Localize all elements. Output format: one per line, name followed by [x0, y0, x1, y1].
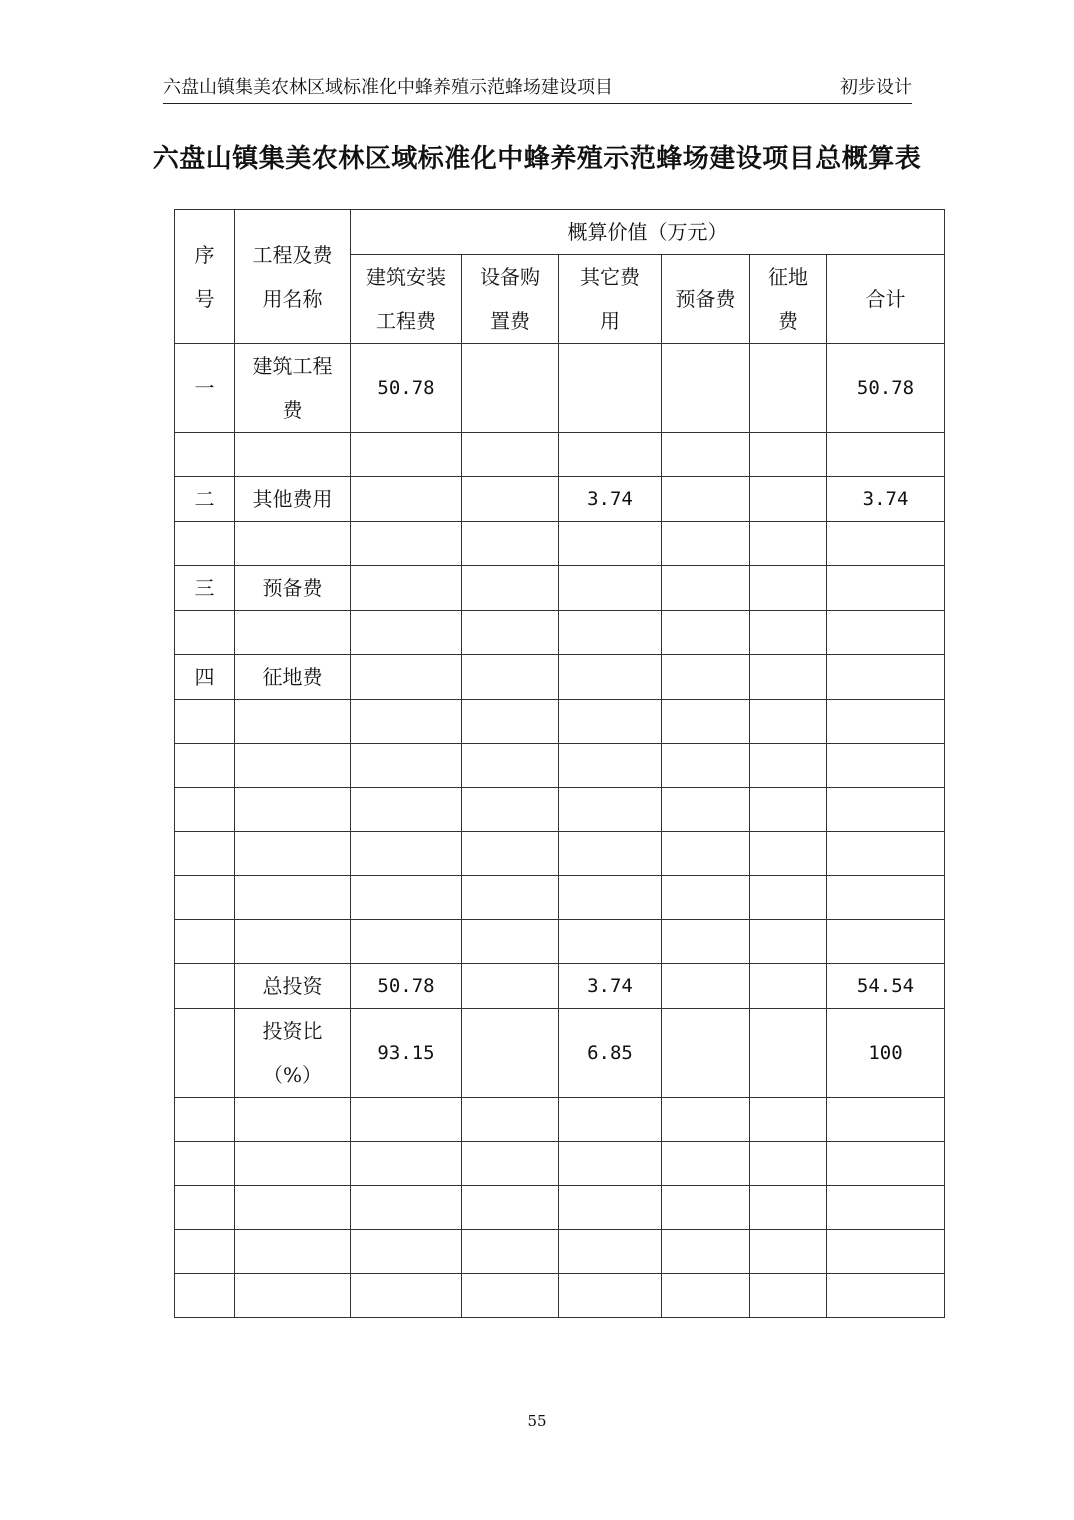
page-number: 55	[527, 1412, 547, 1430]
cell-no: 三	[175, 566, 235, 611]
cell-land	[750, 964, 827, 1009]
table-row-empty	[175, 788, 945, 832]
cell-construction	[351, 477, 462, 522]
table-row-total-investment	[175, 964, 945, 1009]
cell-no: 二	[175, 477, 235, 522]
cell-construction: 50.78	[351, 964, 462, 1009]
cell-other	[559, 566, 662, 611]
cell-name: 预备费	[235, 566, 351, 611]
cell-reserve	[662, 655, 750, 700]
table-row-empty	[175, 611, 945, 655]
budget-table	[174, 209, 945, 1318]
cell-total: 50.78	[827, 344, 945, 433]
cell-total	[827, 566, 945, 611]
table-row-empty	[175, 920, 945, 964]
table-row-empty	[175, 1098, 945, 1142]
cell-reserve	[662, 344, 750, 433]
header-project-title: 六盘山镇集美农林区域标准化中蜂养殖示范蜂场建设项目	[163, 77, 613, 98]
header-section: 初步设计	[840, 77, 912, 98]
cell-land	[750, 655, 827, 700]
cell-reserve	[662, 1009, 750, 1098]
cell-equipment	[462, 964, 559, 1009]
header-name: 工程及费 用名称	[235, 210, 351, 344]
table-row	[175, 655, 945, 700]
cell-equipment	[462, 566, 559, 611]
cell-land	[750, 566, 827, 611]
running-header	[163, 77, 912, 104]
cell-total: 3.74	[827, 477, 945, 522]
cell-other	[559, 344, 662, 433]
cell-name: 征地费	[235, 655, 351, 700]
table-row-empty	[175, 700, 945, 744]
cell-reserve	[662, 477, 750, 522]
table-row-empty	[175, 433, 945, 477]
table-row-empty	[175, 744, 945, 788]
cell-equipment	[462, 344, 559, 433]
cell-construction: 93.15	[351, 1009, 462, 1098]
header-land: 征地 费	[750, 255, 827, 344]
cell-construction	[351, 566, 462, 611]
table-row-empty	[175, 876, 945, 920]
table-row-empty	[175, 1186, 945, 1230]
cell-construction: 50.78	[351, 344, 462, 433]
table-row-empty	[175, 1142, 945, 1186]
cell-equipment	[462, 1009, 559, 1098]
header-no: 序 号	[175, 210, 235, 344]
cell-total	[827, 655, 945, 700]
cell-construction	[351, 655, 462, 700]
table-row-empty	[175, 1230, 945, 1274]
cell-reserve	[662, 964, 750, 1009]
header-reserve: 预备费	[662, 255, 750, 344]
cell-name: 建筑工程 费	[235, 344, 351, 433]
cell-no: 四	[175, 655, 235, 700]
table-row	[175, 344, 945, 433]
cell-total: 54.54	[827, 964, 945, 1009]
page-title: 六盘山镇集美农林区域标准化中蜂养殖示范蜂场建设项目总概算表	[152, 144, 922, 174]
header-other: 其它费 用	[559, 255, 662, 344]
table-row	[175, 477, 945, 522]
cell-other	[559, 655, 662, 700]
table-header-row	[175, 210, 945, 255]
table-row-empty	[175, 832, 945, 876]
cell-no	[175, 1009, 235, 1098]
cell-reserve	[662, 566, 750, 611]
table-row-investment-ratio	[175, 1009, 945, 1098]
table-row	[175, 566, 945, 611]
header-total: 合计	[827, 255, 945, 344]
cell-land	[750, 477, 827, 522]
cell-land	[750, 1009, 827, 1098]
cell-other: 3.74	[559, 964, 662, 1009]
table-row-empty	[175, 1274, 945, 1318]
cell-no	[175, 964, 235, 1009]
cell-equipment	[462, 477, 559, 522]
header-construction: 建筑安装 工程费	[351, 255, 462, 344]
header-estimate-group: 概算价值（万元）	[351, 210, 945, 255]
table-row-empty	[175, 522, 945, 566]
cell-name: 投资比 （%）	[235, 1009, 351, 1098]
cell-other: 3.74	[559, 477, 662, 522]
header-equipment: 设备购 置费	[462, 255, 559, 344]
cell-no: 一	[175, 344, 235, 433]
cell-equipment	[462, 655, 559, 700]
cell-other: 6.85	[559, 1009, 662, 1098]
cell-name: 其他费用	[235, 477, 351, 522]
cell-total: 100	[827, 1009, 945, 1098]
cell-name: 总投资	[235, 964, 351, 1009]
cell-land	[750, 344, 827, 433]
